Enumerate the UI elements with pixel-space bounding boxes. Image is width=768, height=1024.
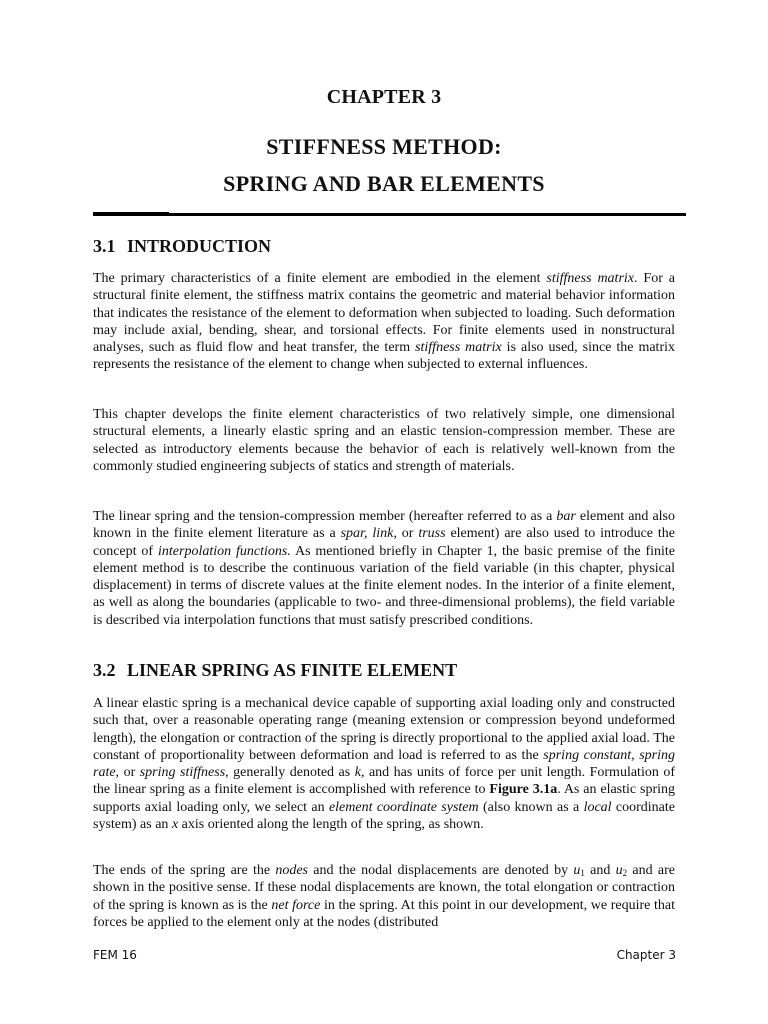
subscript: 2 <box>622 868 628 878</box>
footer-page-number: FEM 16 <box>93 948 137 962</box>
footer-chapter: Chapter 3 <box>616 948 676 962</box>
figure-reference: Figure 3.1a <box>489 782 558 798</box>
emphasis-run: truss <box>418 526 446 542</box>
section-title: INTRODUCTION <box>127 236 272 256</box>
emphasis-run: net force <box>271 897 321 913</box>
text-run: element and also known in the finite element literature as a <box>93 509 676 542</box>
title-rule-thick <box>93 212 169 216</box>
emphasis-run: k <box>354 765 361 781</box>
paragraph-5 <box>93 862 675 931</box>
text-run: A linear elastic spring is a mechanical device capable of supporting axial loading only and constructed such that, over a reasonable operating range (meaning extension or compression beyond undeformed length), the elongation or contraction of the spring is directly proportional to the applied axial load. The constant of proportionality between deformation and load is referred to as the <box>93 696 675 763</box>
subscript: 1 <box>580 868 585 878</box>
paragraph-1 <box>93 270 675 374</box>
emphasis-run: spring stiffness <box>139 765 226 781</box>
emphasis-run: x <box>171 817 179 833</box>
text-run: coordinate system) as an <box>93 799 675 833</box>
section-title: LINEAR SPRING AS FINITE ELEMENT <box>127 660 458 680</box>
text-run: The linear spring and the tension-compression member (hereafter referred to as a <box>93 509 557 524</box>
text-run: , generally denoted as <box>225 765 355 781</box>
emphasis-run: nodes <box>275 863 308 878</box>
variable-u2: u <box>615 863 623 878</box>
text-run: is also used, since the matrix represents the resistance of the element to change when subjected to external influences. <box>93 340 675 373</box>
emphasis-run: spring constant, spring rate, <box>93 747 676 781</box>
section-number: 3.1 <box>93 236 116 256</box>
section-heading-introduction <box>93 236 271 257</box>
emphasis-run: stiffness matrix <box>546 271 635 286</box>
text-run: element) are also used to introduce the concept of <box>93 526 676 559</box>
text-run: and are shown in the positive sense. If these nodal displacements are known, the total elongation or contraction of the spring is known as is the <box>93 863 675 913</box>
text-run: and the nodal displacements are denoted by <box>308 863 574 878</box>
emphasis-run: bar <box>556 509 576 524</box>
emphasis-run: stiffness matrix <box>415 340 502 356</box>
section-number: 3.2 <box>93 660 116 680</box>
chapter-label: CHAPTER 3 <box>326 86 442 108</box>
paragraph-3 <box>93 508 675 629</box>
paragraph-2: This chapter develops the finite element characteristics of two relatively simple, one dimensional structural elements, a linearly elastic spring and an elastic tension-compression member. These are selected as introductory elements because the behavior of each is relatively well-known from the commonly studied engineering subjects of statics and strength of materials. <box>93 407 675 474</box>
emphasis-run: local <box>583 799 612 815</box>
variable-u1: u <box>573 863 581 878</box>
chapter-title-line-2: SPRING AND BAR ELEMENTS <box>223 171 545 196</box>
emphasis-run: element coordinate system <box>328 799 479 815</box>
text-run: . As an elastic spring supports axial loading only, we select an <box>93 782 675 815</box>
title-rule-thin <box>169 213 686 216</box>
text-run: and <box>584 863 616 878</box>
chapter-title-line-1: STIFFNESS METHOD: <box>266 134 502 159</box>
text-run: or <box>396 526 419 542</box>
text-run: As mentioned briefly in Chapter 1, the basic premise of the finite element method is to describe the continuous variation of the field variable (in this chapter, physical displacement) in terms of discrete values at the finite element nodes. In the interior of a finite element, as well as along the boundaries (applicable to two- and three-dimensional problems), the field variable is described via interpolation functions that must satisfy prescribed conditions. <box>93 543 675 628</box>
text-run: The primary characteristics of a finite element are embodied in the element <box>93 271 547 286</box>
text-run: or <box>119 765 140 781</box>
emphasis-run: spar, link, <box>340 526 397 542</box>
text-run: (also known as a <box>478 799 584 815</box>
section-heading-linear-spring <box>93 660 457 681</box>
paragraph-4 <box>93 695 675 833</box>
text-run: in the spring. At this point in our development, we require that forces be applied to the element only at the nodes (distributed <box>93 897 675 930</box>
text-run: , and has units of force per unit length. Formulation of the linear spring as a finite element is accomplished with reference to <box>93 765 675 798</box>
text-run: axis oriented along the length of the spring, as shown. <box>178 817 484 833</box>
text-run: . For a structural finite element, the stiffness matrix contains the geometric and material behavior information that indicates the resistance of the element to deformation when subjected to loading. Such deformation may include axial, bending, shear, and torsional effects. For finite elements used in nonstructural analyses, such as fluid flow and heat transfer, the term <box>93 271 676 356</box>
text-run: The ends of the spring are the <box>93 863 276 878</box>
emphasis-run: interpolation functions. <box>158 543 291 559</box>
